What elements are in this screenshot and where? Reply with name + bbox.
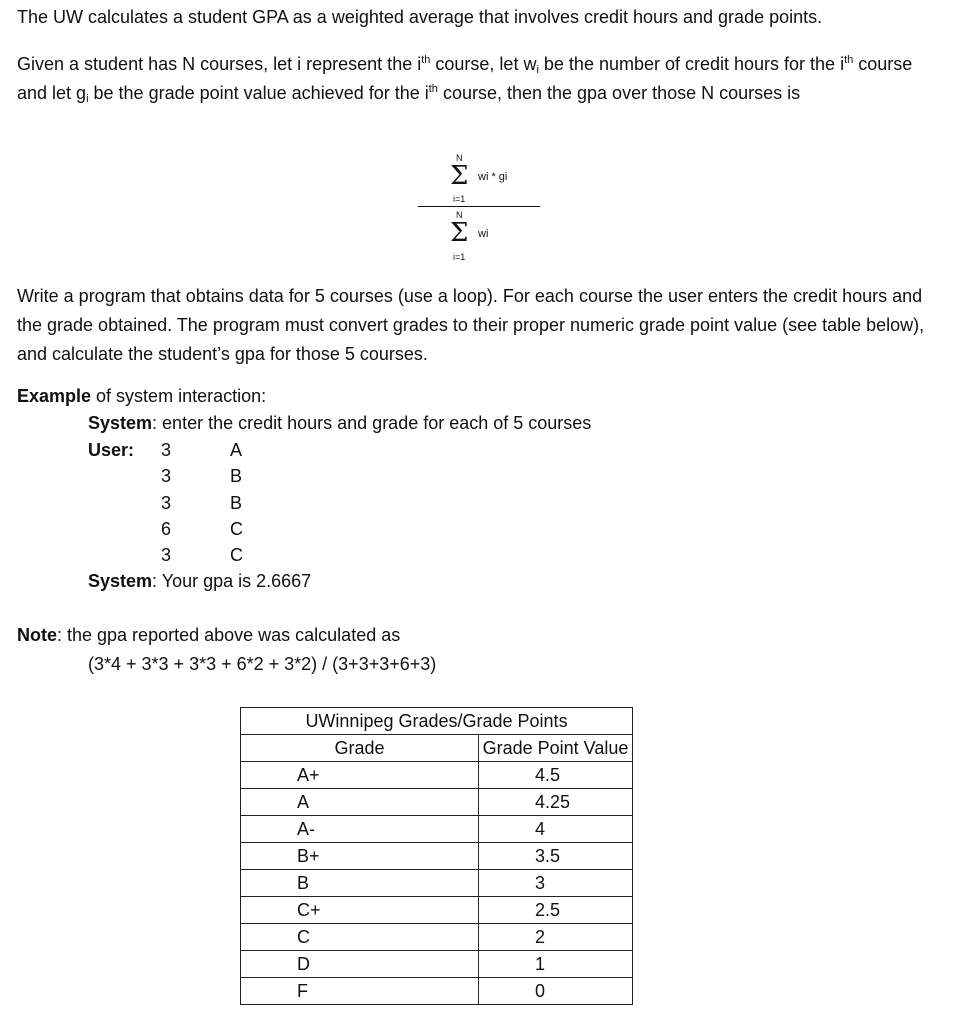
sum-upper-limit: N [456, 153, 463, 163]
points-cell: 4 [479, 816, 633, 843]
sum-upper-limit-denominator: N [456, 210, 463, 220]
table-row [241, 762, 633, 789]
grade-cell: B [241, 870, 479, 897]
user-label: User: [88, 440, 135, 460]
points-cell: 3 [479, 870, 633, 897]
example-heading: Example of system interaction: [17, 386, 267, 406]
fraction-bar [418, 206, 540, 207]
entry-grade: C [230, 519, 243, 539]
table-row [241, 870, 633, 897]
task-paragraph: Write a program that obtains data for 5 courses (use a loop). For each course the user enters the credit hours and the grade obtained. The program must convert grades to their proper numeric grade point value (see table below), and calculate the student’s gpa for those 5 courses. [17, 286, 925, 364]
grade-cell: C+ [241, 897, 479, 924]
definition-paragraph: Given a student has N courses, let i represent the $i^{th}$ course, let $w_i$ be the number of credit hours for the $i^{th}$ course and let $g_i$ be the grade point value achieved for the $i^{th}$ course, then the gpa over those N courses is [17, 54, 913, 105]
sum-lower-limit-denominator: i=1 [453, 252, 466, 262]
table-row [241, 951, 633, 978]
grade-cell: D [241, 951, 479, 978]
entry-hours: 3 [161, 440, 172, 460]
grade-cell: A- [241, 816, 479, 843]
intro-line: The UW calculates a student GPA as a weighted average that involves credit hours and grade points. [17, 7, 823, 27]
points-cell: 4.25 [479, 789, 633, 816]
sigma-symbol-bottom: Σ [450, 218, 469, 248]
points-column-header: Grade Point Value [479, 735, 633, 762]
entry-hours: 3 [161, 493, 172, 513]
numerator-term: wi * gi [478, 171, 508, 183]
note-line: Note: the gpa reported above was calculated as [17, 625, 401, 645]
grade-cell: A+ [241, 762, 479, 789]
grade-cell: A [241, 789, 479, 816]
table-row [241, 897, 633, 924]
table-row [241, 843, 633, 870]
entry-hours: 3 [161, 545, 172, 565]
entry-grade: C [230, 545, 243, 565]
points-cell: 2 [479, 924, 633, 951]
entry-hours: 6 [161, 519, 172, 539]
sigma-symbol-top: Σ [450, 161, 469, 191]
entry-grade: A [230, 440, 243, 460]
table-row [241, 816, 633, 843]
entry-hours: 3 [161, 466, 172, 486]
note-calculation: (3*4 + 3*3 + 3*3 + 6*2 + 3*2) / (3+3+3+6+3) [88, 654, 437, 674]
grade-cell: F [241, 978, 479, 1005]
grade-column-header: Grade [241, 735, 479, 762]
points-cell: 0 [479, 978, 633, 1005]
table-row [241, 789, 633, 816]
table-title: UWinnipeg Grades/Grade Points [241, 708, 633, 735]
sum-lower-limit: i=1 [453, 194, 466, 204]
entry-grade: B [230, 466, 243, 486]
points-cell: 2.5 [479, 897, 633, 924]
table-row [241, 978, 633, 1005]
points-cell: 1 [479, 951, 633, 978]
points-cell: 4.5 [479, 762, 633, 789]
grade-cell: B+ [241, 843, 479, 870]
grade-cell: C [241, 924, 479, 951]
points-cell: 3.5 [479, 843, 633, 870]
system-result-line: System: Your gpa is 2.6667 [88, 571, 312, 591]
system-prompt-line: System: enter the credit hours and grade for each of 5 courses [88, 413, 592, 433]
grade-points-table [240, 707, 633, 1005]
table-row [241, 924, 633, 951]
denominator-term: wi [478, 228, 489, 240]
entry-grade: B [230, 493, 243, 513]
